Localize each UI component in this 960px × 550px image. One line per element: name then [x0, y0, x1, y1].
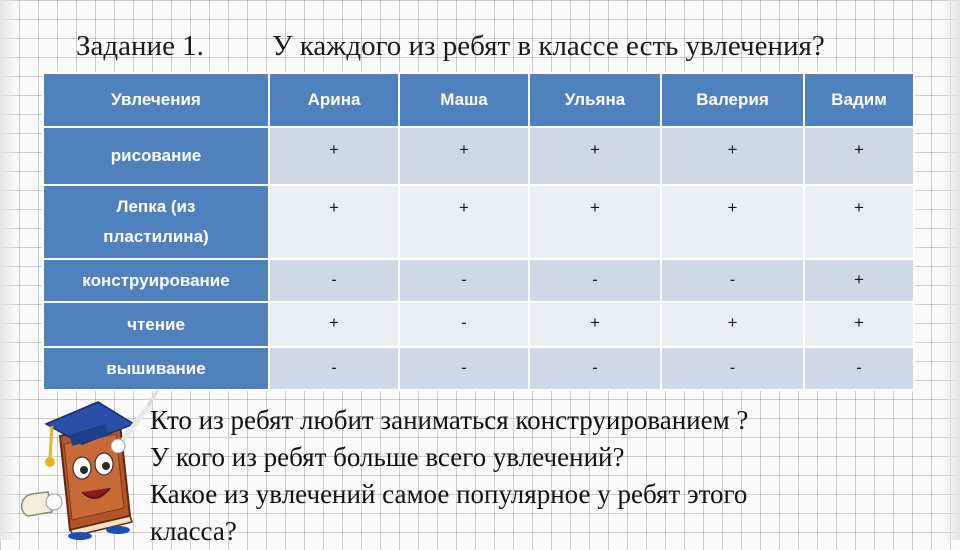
- questions-block: [150, 402, 940, 550]
- row-hobby-label: рисование: [43, 127, 269, 185]
- table-cell: +: [269, 302, 399, 347]
- question-3-continued: класса?: [150, 516, 237, 546]
- header-ulyana: Ульяна: [529, 73, 661, 127]
- book-character-with-graduation-cap-icon: [12, 384, 162, 540]
- table-cell: +: [804, 127, 914, 185]
- question-1: Кто из ребят любит заниматься конструированием ?: [150, 405, 749, 435]
- task-heading: [76, 30, 916, 63]
- table-cell: -: [269, 347, 399, 390]
- table-cell: -: [399, 259, 529, 302]
- table-cell: +: [399, 127, 529, 185]
- table-row: [43, 185, 914, 259]
- table-cell: -: [804, 347, 914, 390]
- question-3: Какое из увлечений самое популярное у ребят этого: [150, 479, 748, 509]
- header-arina: Арина: [269, 73, 399, 127]
- table-row: [43, 259, 914, 302]
- row-hobby-label-line1: Лепка (из: [116, 197, 196, 216]
- table-cell: +: [529, 185, 661, 259]
- row-hobby-label: вышивание: [43, 347, 269, 390]
- table-cell: -: [661, 259, 804, 302]
- table-cell: -: [269, 259, 399, 302]
- table-cell: -: [529, 259, 661, 302]
- header-masha: Маша: [399, 73, 529, 127]
- table-cell: +: [804, 302, 914, 347]
- task-number: Задание 1.: [76, 30, 204, 62]
- table-row: [43, 127, 914, 185]
- row-hobby-label: [43, 185, 269, 259]
- table-cell: +: [804, 185, 914, 259]
- table-cell: +: [529, 127, 661, 185]
- table-cell: +: [399, 185, 529, 259]
- page-edge-right: [942, 0, 960, 540]
- table-header-row: [43, 73, 914, 127]
- table-cell: -: [529, 347, 661, 390]
- row-hobby-label: конструирование: [43, 259, 269, 302]
- task-text: У каждого из ребят в классе есть увлечения?: [272, 30, 825, 62]
- question-2: У кого из ребят больше всего увлечений?: [150, 442, 625, 472]
- header-hobbies: Увлечения: [43, 73, 269, 127]
- table-cell: -: [399, 302, 529, 347]
- header-vadim: Вадим: [804, 73, 914, 127]
- header-valeria: Валерия: [661, 73, 804, 127]
- table-cell: +: [529, 302, 661, 347]
- row-hobby-label-line2: пластилина): [103, 227, 209, 246]
- table-cell: -: [661, 347, 804, 390]
- hobbies-table: [42, 72, 915, 391]
- table-cell: +: [661, 127, 804, 185]
- table-row: [43, 302, 914, 347]
- table-cell: +: [804, 259, 914, 302]
- table-cell: +: [661, 302, 804, 347]
- table-cell: +: [269, 185, 399, 259]
- table-cell: -: [399, 347, 529, 390]
- table-cell: +: [661, 185, 804, 259]
- row-hobby-label: чтение: [43, 302, 269, 347]
- table-row: [43, 347, 914, 390]
- table-cell: +: [269, 127, 399, 185]
